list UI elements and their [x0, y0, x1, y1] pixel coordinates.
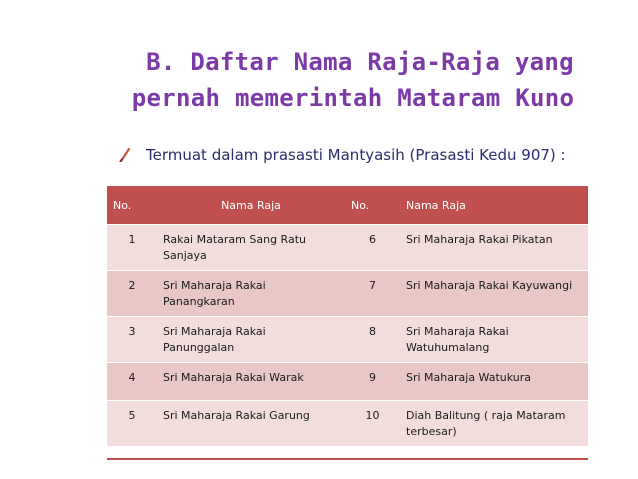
cell-name: Diah Balitung ( raja Mataram terbesar)	[400, 401, 588, 447]
slide-title	[100, 44, 620, 116]
kings-table	[107, 186, 588, 446]
cell-name: Sri Maharaja Rakai Pikatan	[400, 225, 588, 271]
cell-name: Sri Maharaja Rakai Warak	[157, 363, 345, 401]
cell-name: Sri Maharaja Rakai Garung	[157, 401, 345, 447]
header-no-2: No.	[345, 186, 400, 225]
cell-no: 5	[107, 401, 157, 447]
header-no-1: No.	[107, 186, 157, 225]
cell-name: Rakai Mataram Sang Ratu Sanjaya	[157, 225, 345, 271]
table-row	[107, 363, 588, 401]
bullet-point	[118, 146, 566, 164]
bullet-text: Termuat dalam prasasti Mantyasih (Prasasti Kedu 907) :	[146, 146, 566, 164]
slide-title-line-2: pernah memerintah Mataram Kuno	[131, 84, 575, 112]
header-nama-raja-1: Nama Raja	[157, 186, 345, 225]
pen-stroke-icon	[118, 148, 132, 162]
slide-title-line-1: B. Daftar Nama Raja-Raja yang	[146, 48, 574, 76]
table-row	[107, 401, 588, 447]
cell-no: 10	[345, 401, 400, 447]
cell-no: 1	[107, 225, 157, 271]
cell-no: 7	[345, 271, 400, 317]
cell-name: Sri Maharaja Rakai Kayuwangi	[400, 271, 588, 317]
cell-no: 9	[345, 363, 400, 401]
header-nama-raja-2: Nama Raja	[400, 186, 588, 225]
cell-name: Sri Maharaja Rakai Panangkaran	[157, 271, 345, 317]
cell-name: Sri Maharaja Rakai Watuhumalang	[400, 317, 588, 363]
table-bottom-rule	[107, 458, 588, 460]
cell-no: 2	[107, 271, 157, 317]
cell-no: 4	[107, 363, 157, 401]
cell-no: 3	[107, 317, 157, 363]
cell-name: Sri Maharaja Rakai Panunggalan	[157, 317, 345, 363]
cell-no: 8	[345, 317, 400, 363]
table-row	[107, 225, 588, 271]
table-row	[107, 317, 588, 363]
table-row	[107, 271, 588, 317]
cell-name: Sri Maharaja Watukura	[400, 363, 588, 401]
table-header-row	[107, 186, 588, 225]
cell-no: 6	[345, 225, 400, 271]
